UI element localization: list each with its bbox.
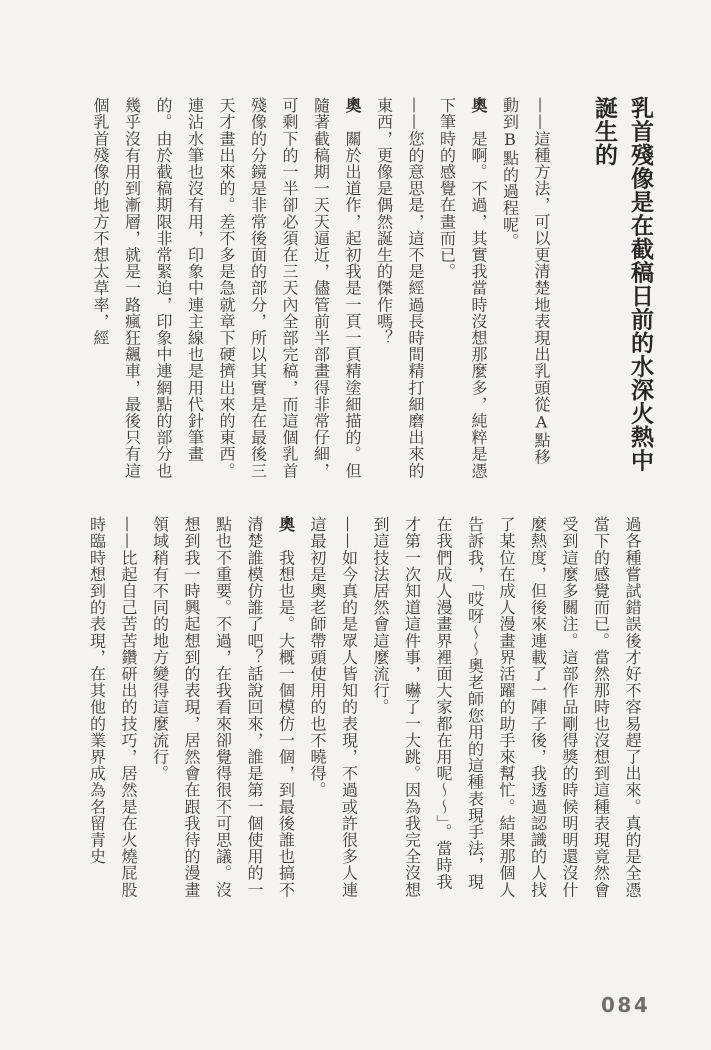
page-number: 084 bbox=[601, 993, 651, 1017]
speaker-label: 奧 bbox=[276, 516, 296, 533]
paragraph-author: 奧 我想也是。大概一個模仿一個，到最後誰也搞不清楚誰模仿誰了吧？話說回來，誰是第一個使用的一點也不重要。不過，在我看來卻覺得很不可思議。沒想到我一時興起想到的表現，居然會在跟我待的漫畫領域稍有不同的地方變得這麼流行。 bbox=[150, 516, 296, 898]
paragraph-author: 奧 關於出道作，起初我是一頁一頁精塗細描的。但隨著截稿期一天天逼近，儘管前半部畫得非常仔細，可剩下的一半卻必須在三天內全部完稿，而這個乳首殘像的分鏡是非常後面的部分，所以其實是在最後三天才畫出來的。差不多是急就章下硬擠出來的東西。連沾水筆也沒有用，印象中連主線也是用代針筆畫的。由於截稿期限非常緊迫，印象中連網點的部分也幾乎沒有用到漸層，就是一路瘋狂飆車，最後只有這個乳首殘像的地方不想太草率，經 bbox=[91, 97, 362, 479]
paragraph-interviewer: ——這種方法，可以更清楚地表現出乳頭從A點移動到B點的過程呢。 bbox=[500, 97, 551, 466]
upper-text-block bbox=[85, 97, 557, 481]
paragraph-author: 奧 是啊。不過，其實我當時沒想那麼多，純粹是憑下筆時的感覺在畫而已。 bbox=[437, 97, 488, 479]
paragraph-author-continued: 過各種嘗試錯誤後才好不容易趕了出來。真的是全憑當下的感覺而已。當然那時也沒想到這種表現竟然會受到這麼多關注。這部作品剛得獎的時候明明還沒什麼熱度，但後來連載了一陣子後，我透過認識的人找了某位在成人漫畫界活躍的助手來幫忙。結果那個人告訴我，「哎呀～～奧老師您用的這種表現手法，現在我們成人漫畫界裡面大家都在用呢～～」。當時我才第一次知道這件事，嚇了一大跳。因為我完全沒想到這技法居然會這麼流行。 bbox=[371, 516, 642, 898]
page-title-line2: 誕生的 bbox=[591, 96, 618, 167]
page-title bbox=[586, 96, 658, 496]
paragraph-interviewer: ——如今真的是眾人皆知的表現，不過或許很多人連這最初是奧老師帶頭使用的也不曉得。 bbox=[308, 516, 359, 898]
latin-run: B bbox=[500, 130, 520, 150]
speaker-label: 奧 bbox=[469, 97, 488, 114]
page-title-line1: 乳首殘像是在截稿日前的水深火熱中 bbox=[627, 96, 654, 472]
paragraph-interviewer: ——比起自己苦苦鑽研出的技巧，居然是在火燒屁股時臨時想到的表現，在其他的業界成為名留青史 bbox=[87, 516, 138, 898]
lower-text-block bbox=[86, 516, 648, 900]
latin-run: A bbox=[532, 412, 551, 433]
speaker-label: 奧 bbox=[343, 97, 362, 114]
paragraph-interviewer: ——您的意思是，這不是經過長時間精打細磨出來的東西，更像是偶然誕生的傑作嗎？ bbox=[374, 97, 425, 479]
